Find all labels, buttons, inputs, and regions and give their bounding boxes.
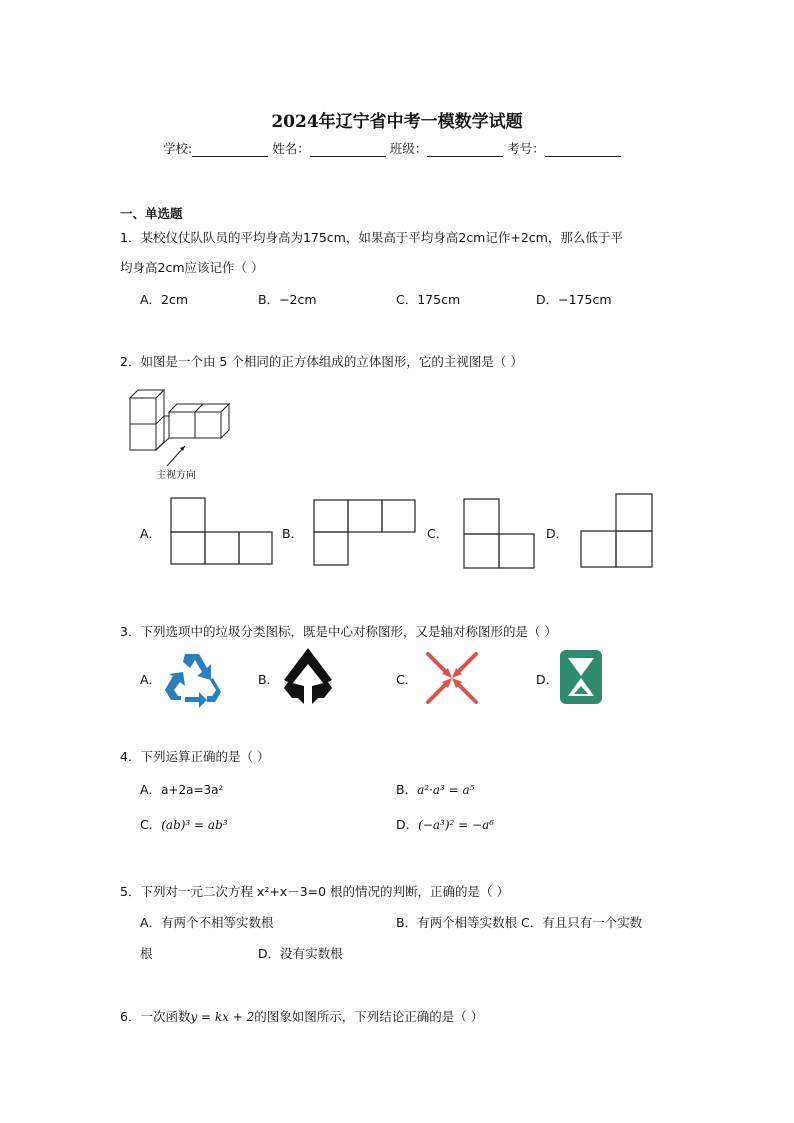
q5-text: 5．下列对一元二次方程 x²+x－3=0 根的情况的判断，正确的是（ ）	[120, 884, 510, 899]
direction-label: 主视方向	[156, 470, 196, 481]
q3-option-a: A．	[140, 672, 162, 687]
q4-option-a-label: A．	[140, 782, 162, 797]
class-blank	[427, 142, 503, 157]
q4-option-b-label: B．	[396, 782, 418, 797]
q3-text: 3．下列选项中的垃圾分类图标，既是中心对称图形，又是轴对称图形的是（ ）	[120, 624, 557, 639]
recycle-triangle-icon	[163, 650, 227, 706]
q3-option-d: D．	[536, 672, 559, 687]
q4-option-d-math: (−a³)² = −a⁶	[418, 818, 495, 832]
q4-text: 4．下列运算正确的是（ ）	[120, 749, 270, 764]
q2-option-a-figure	[170, 497, 274, 565]
q6-text	[120, 1007, 483, 1025]
q5-option-b: B．有两个相等实数根 C．有且只有一个实数	[396, 915, 643, 930]
q2-option-c-figure	[463, 498, 537, 570]
q6-math: y = kx + 2	[190, 1010, 255, 1024]
q3-option-c: C．	[396, 672, 418, 687]
q4-option-c-label: C．	[140, 817, 162, 832]
q6-prefix: 6．一次函数	[120, 1009, 191, 1024]
q2-option-c: C．	[427, 526, 449, 541]
school-label: 学校:	[163, 141, 193, 156]
id-blank	[545, 142, 621, 157]
q2-option-b: B．	[282, 526, 304, 541]
q1-option-d: D．−175cm	[536, 292, 612, 307]
q2-option-d-figure	[580, 493, 654, 569]
q2-option-a: A．	[140, 526, 162, 541]
q2-option-d: D．	[546, 526, 569, 541]
black-arrows-icon	[282, 646, 334, 706]
q6-suffix: 的图象如图所示，下列结论正确的是（ ）	[254, 1009, 484, 1024]
q4-option-a-math: a+2a=3a²	[161, 783, 224, 797]
q3-option-b: B．	[258, 672, 280, 687]
name-blank	[310, 142, 386, 157]
q2-text: 2．如图是一个由 5 个相同的正方体组成的立体图形，它的主视图是（ ）	[120, 354, 523, 369]
q5-option-a: A．有两个不相等实数根	[140, 915, 274, 930]
q4-option-c	[140, 815, 228, 833]
q4-option-d	[396, 815, 494, 833]
q1-option-c: C．175cm	[396, 292, 461, 307]
q4-option-c-math: (ab)³ = ab³	[161, 818, 228, 832]
q4-option-b	[396, 780, 474, 798]
section-header: 一、单选题	[120, 206, 183, 221]
hourglass-icon	[558, 648, 604, 706]
q4-option-a	[140, 780, 223, 798]
q2-option-b-figure	[313, 499, 417, 567]
name-label: 姓名：	[272, 141, 310, 156]
info-line	[163, 139, 621, 157]
school-blank	[192, 142, 268, 157]
q1-option-b: B．−2cm	[258, 292, 317, 307]
id-label: 考号：	[507, 141, 545, 156]
q1-line1: 1．某校仪仗队队员的平均身高为175cm，如果高于平均身高2cm记作+2cm，那么低于平	[120, 230, 623, 245]
crossed-arrows-icon	[424, 650, 480, 706]
class-label: 班级：	[389, 141, 428, 156]
q5-option-d: D．没有实数根	[258, 946, 343, 961]
page-title: 2024年辽宁省中考一模数学试题	[271, 112, 523, 132]
q1-option-a: A．2cm	[140, 292, 189, 307]
q4-option-b-math: a²·a³ = a⁵	[417, 783, 475, 797]
q4-option-d-label: D．	[396, 817, 419, 832]
q1-line2: 均身高2cm应该记作（ ）	[120, 260, 264, 275]
q5-option-c-cont: 根	[140, 946, 153, 961]
